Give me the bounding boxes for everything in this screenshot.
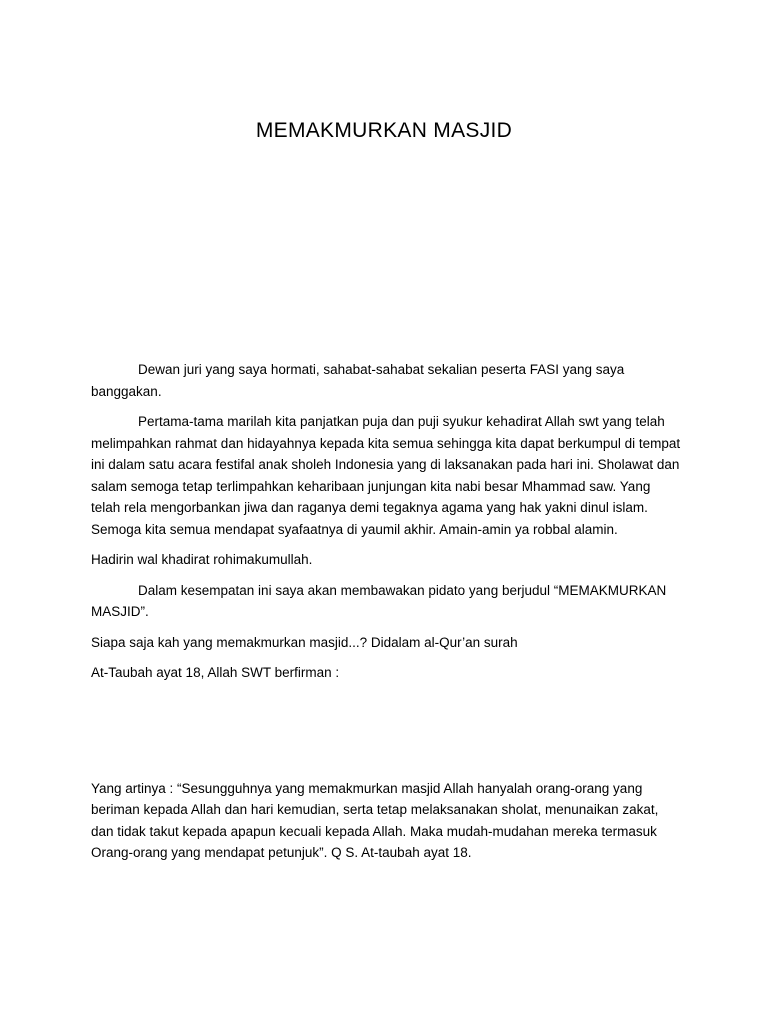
paragraph-translation: Yang artinya : “Sesungguhnya yang memakmurkan masjid Allah hanyalah orang-orang yang beriman kepada Allah dan hari kemudian, serta tetap melaksanakan sholat, menunaikan zakat, dan tidak takut kepada apapun kecuali kepada Allah. Maka mudah-mudahan mereka termasuk Orang-orang yang mendapat petunjuk”. Q S. At-taubah ayat 18. — [91, 780, 659, 860]
paragraph-opening: Pertama-tama marilah kita panjatkan puja dan puji syukur kehadirat Allah swt yang telah melimpahkan rahmat dan hidayahnya kepada kita semua sehingga kita dapat berkumpul di tempat ini dalam satu acara festifal anak sholeh Indonesia yang di laksanakan pada hari ini. Sholawat dan salam semoga tetap terlimpahkan keharibaan junjungan kita nabi besar Mhammad saw. Yang telah rela mengorbankan jiwa dan raganya demi tegaknya agama yang hak yakni dinul islam. Semoga kita semua mendapat syafaatnya di yaumil akhir. Amain-amin ya robbal alamin. — [91, 414, 681, 537]
paragraph-topic: Dalam kesempatan ini saya akan membawakan pidato yang berjudul “MEMAKMURKAN MASJID”. — [91, 582, 667, 619]
paragraph-greeting: Dewan juri yang saya hormati, sahabat-sahabat sekalian peserta FASI yang saya banggakan. — [91, 362, 625, 399]
blank-space — [91, 693, 681, 778]
paragraph-question: Siapa saja kah yang memakmurkan masjid...? Didalam al-Qur’an surah — [91, 634, 518, 650]
paragraph-salutation: Hadirin wal khadirat rohimakumullah. — [91, 552, 313, 567]
paragraph-surah-intro: At-Taubah ayat 18, Allah SWT berfirman : — [91, 665, 340, 680]
document-body — [91, 359, 681, 873]
document-title: MEMAKMURKAN MASJID — [255, 119, 513, 142]
